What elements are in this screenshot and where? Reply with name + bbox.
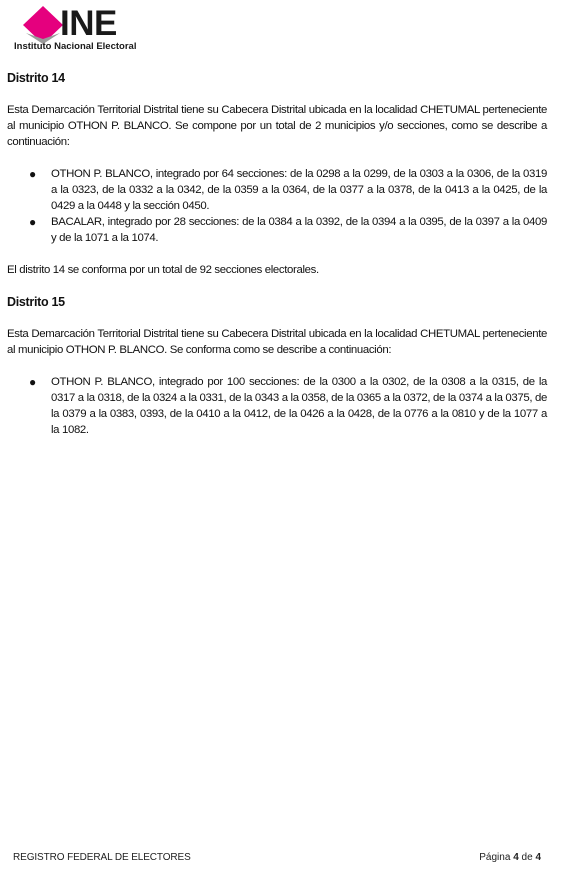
bullet-icon: ● (29, 215, 36, 229)
municipality-list (7, 166, 547, 246)
list-item-text: BACALAR, integrado por 28 secciones: de la 0384 a la 0392, de la 0394 a la 0395, de la 0397 a la 0409 y de la 1071 a la 1074. (51, 216, 547, 244)
list-item (29, 166, 547, 214)
list-item-text: OTHON P. BLANCO, integrado por 64 secciones: de la 0298 a la 0299, de la 0303 a la 0306, de la 0319 a la 0323, de la 0332 a la 0342, de la 0359 a la 0364, de la 0377 a la 0378, de la 0413 a la 0425, de la 0429 a la 0448 y la sección 0450. (51, 168, 547, 212)
municipality-list (7, 374, 547, 438)
logo-wordmark: INE (60, 4, 117, 43)
bullet-icon: ● (29, 167, 36, 181)
district-section (7, 294, 547, 438)
district-section (7, 70, 547, 278)
bullet-icon: ● (29, 375, 36, 389)
document-body (7, 70, 547, 450)
list-item-text: OTHON P. BLANCO, integrado por 100 secciones: de la 0300 a la 0302, de la 0308 a la 0315, de la 0317 a la 0318, de la 0324 a la 0331, de la 0343 a la 0358, de la 0365 a la 0372, de la 0374 a la 0375, de la 0379 a la 0383, 0393, de la 0410 a la 0412, de la 0426 a la 0428, de la 0776 a la 0810 y de la 1077 a la 1082. (51, 376, 547, 436)
footer-organization: REGISTRO FEDERAL DE ELECTORES (13, 852, 191, 863)
page-label: Página (479, 852, 511, 863)
list-item (29, 374, 547, 438)
section-intro: Esta Demarcación Territorial Distrital tiene su Cabecera Distrital ubicada en la localidad CHETUMAL perteneciente al municipio OTHON P. BLANCO. Se conforma como se describe a continuación: (7, 328, 547, 356)
section-summary: El distrito 14 se conforma por un total de 92 secciones electorales. (7, 264, 319, 276)
section-title: Distrito 15 (7, 295, 65, 309)
section-intro: Esta Demarcación Territorial Distrital tiene su Cabecera Distrital ubicada en la localidad CHETUMAL perteneciente al municipio OTHON P. BLANCO. Se compone por un total de 2 municipios y/o secciones, como se describe a continuación: (7, 104, 547, 148)
page-of: de (521, 852, 533, 863)
list-item (29, 214, 547, 246)
page-current: 4 (513, 852, 519, 863)
page-number (479, 852, 541, 864)
logo-subtitle: Instituto Nacional Electoral (14, 41, 137, 52)
section-title: Distrito 14 (7, 71, 65, 85)
ine-logo (14, 4, 174, 54)
page-total: 4 (535, 852, 541, 863)
